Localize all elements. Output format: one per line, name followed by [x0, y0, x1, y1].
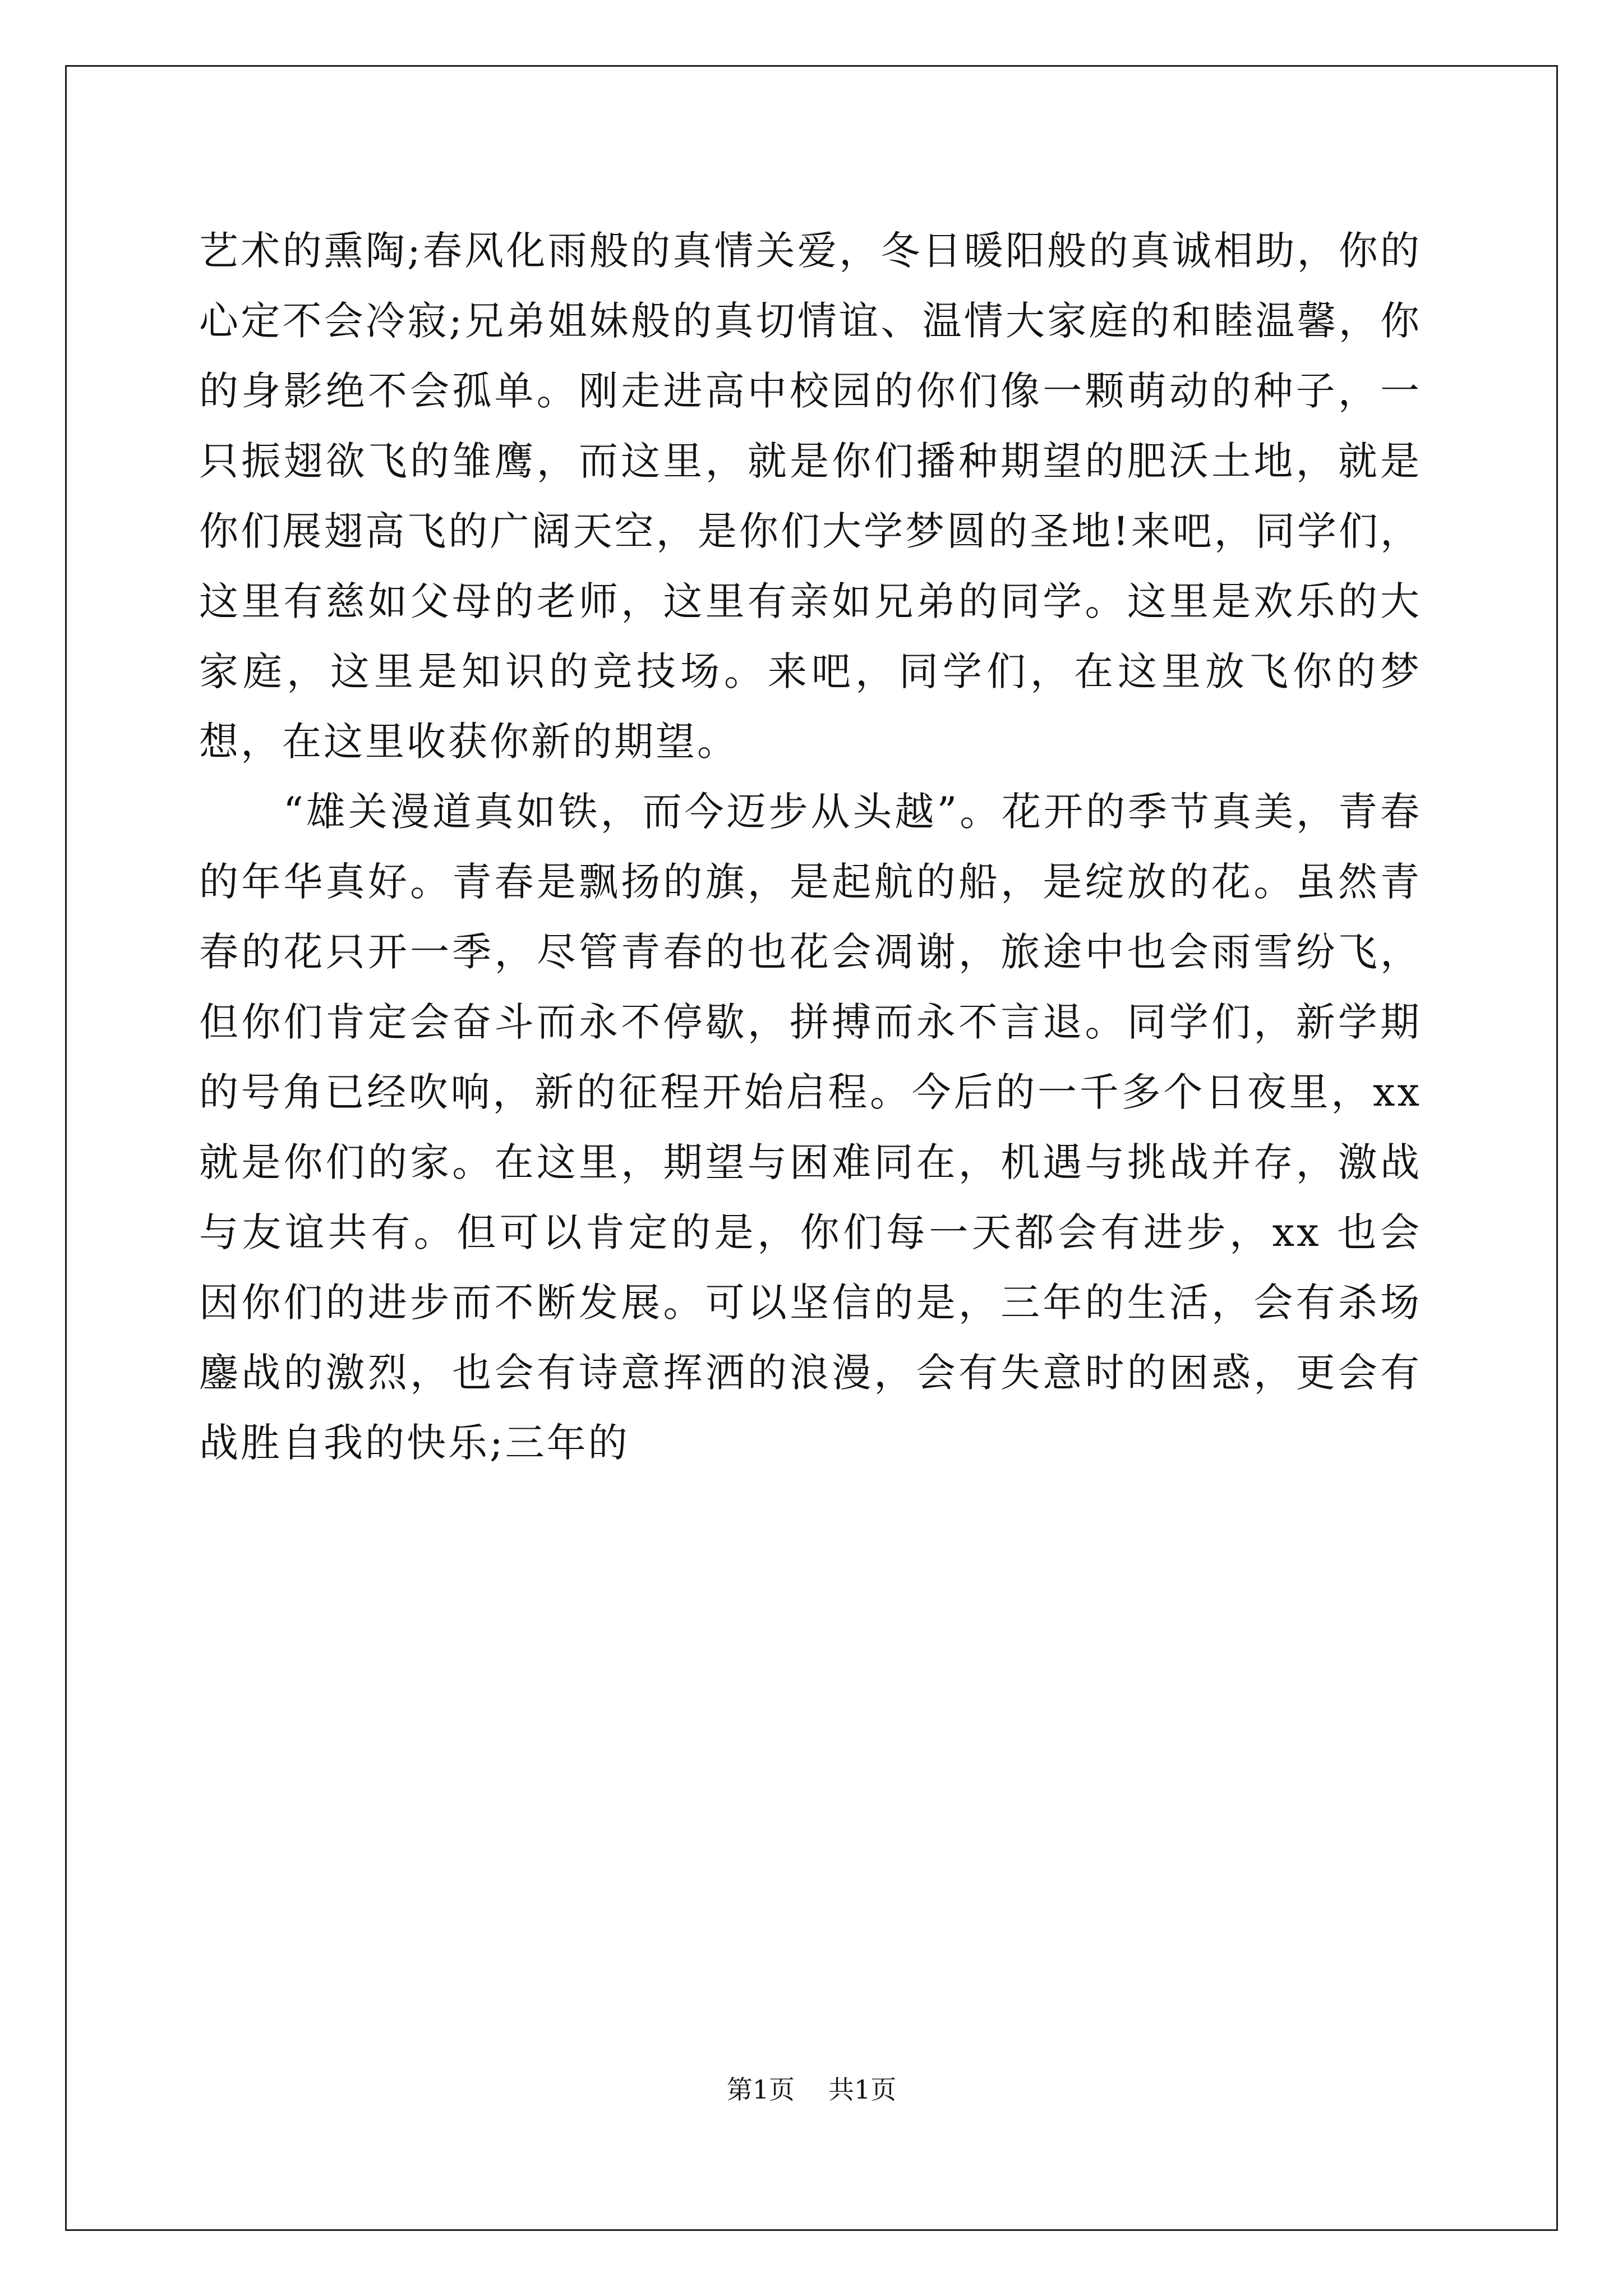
- page-footer: [0, 2073, 1623, 2106]
- paragraph-1: 艺术的熏陶;春风化雨般的真情关爱，冬日暖阳般的真诚相助，你的心定不会冷寂;兄弟姐妹般的真切情谊、温情大家庭的和睦温馨，你的身影绝不会孤单。刚走进高中校园的你们像一颗萌动的种子，一只振翅欲飞的雏鹰，而这里，就是你们播种期望的肥沃土地，就是你们展翅高飞的广阔天空，是你们大学梦圆的圣地!来吧，同学们，这里有慈如父母的老师，这里有亲如兄弟的同学。这里是欢乐的大家庭，这里是知识的竞技场。来吧，同学们，在这里放飞你的梦想，在这里收获你新的期望。: [199, 228, 1422, 765]
- document-body: [199, 216, 1422, 1478]
- page-number-current: 第1页: [726, 2074, 795, 2105]
- paragraph-2: “雄关漫道真如铁，而今迈步从头越”。花开的季节真美，青春的年华真好。青春是飘扬的旗，是起航的船，是绽放的花。虽然青春的花只开一季，尽管青春的也花会凋谢，旅途中也会雨雪纷飞，但你们肯定会奋斗而永不停歇，拼搏而永不言退。同学们，新学期的号角已经吹响，新的征程开始启程。今后的一千多个日夜里，xx 就是你们的家。在这里，期望与困难同在，机遇与挑战并存，激战与友谊共有。但可以肯定的是，你们每一天都会有进步，xx 也会因你们的进步而不断发展。可以坚信的是，三年的生活，会有杀场鏖战的激烈，也会有诗意挥洒的浪漫，会有失意时的困惑，更会有战胜自我的快乐;三年的: [199, 789, 1422, 1466]
- page-number-total: 共1页: [828, 2074, 897, 2105]
